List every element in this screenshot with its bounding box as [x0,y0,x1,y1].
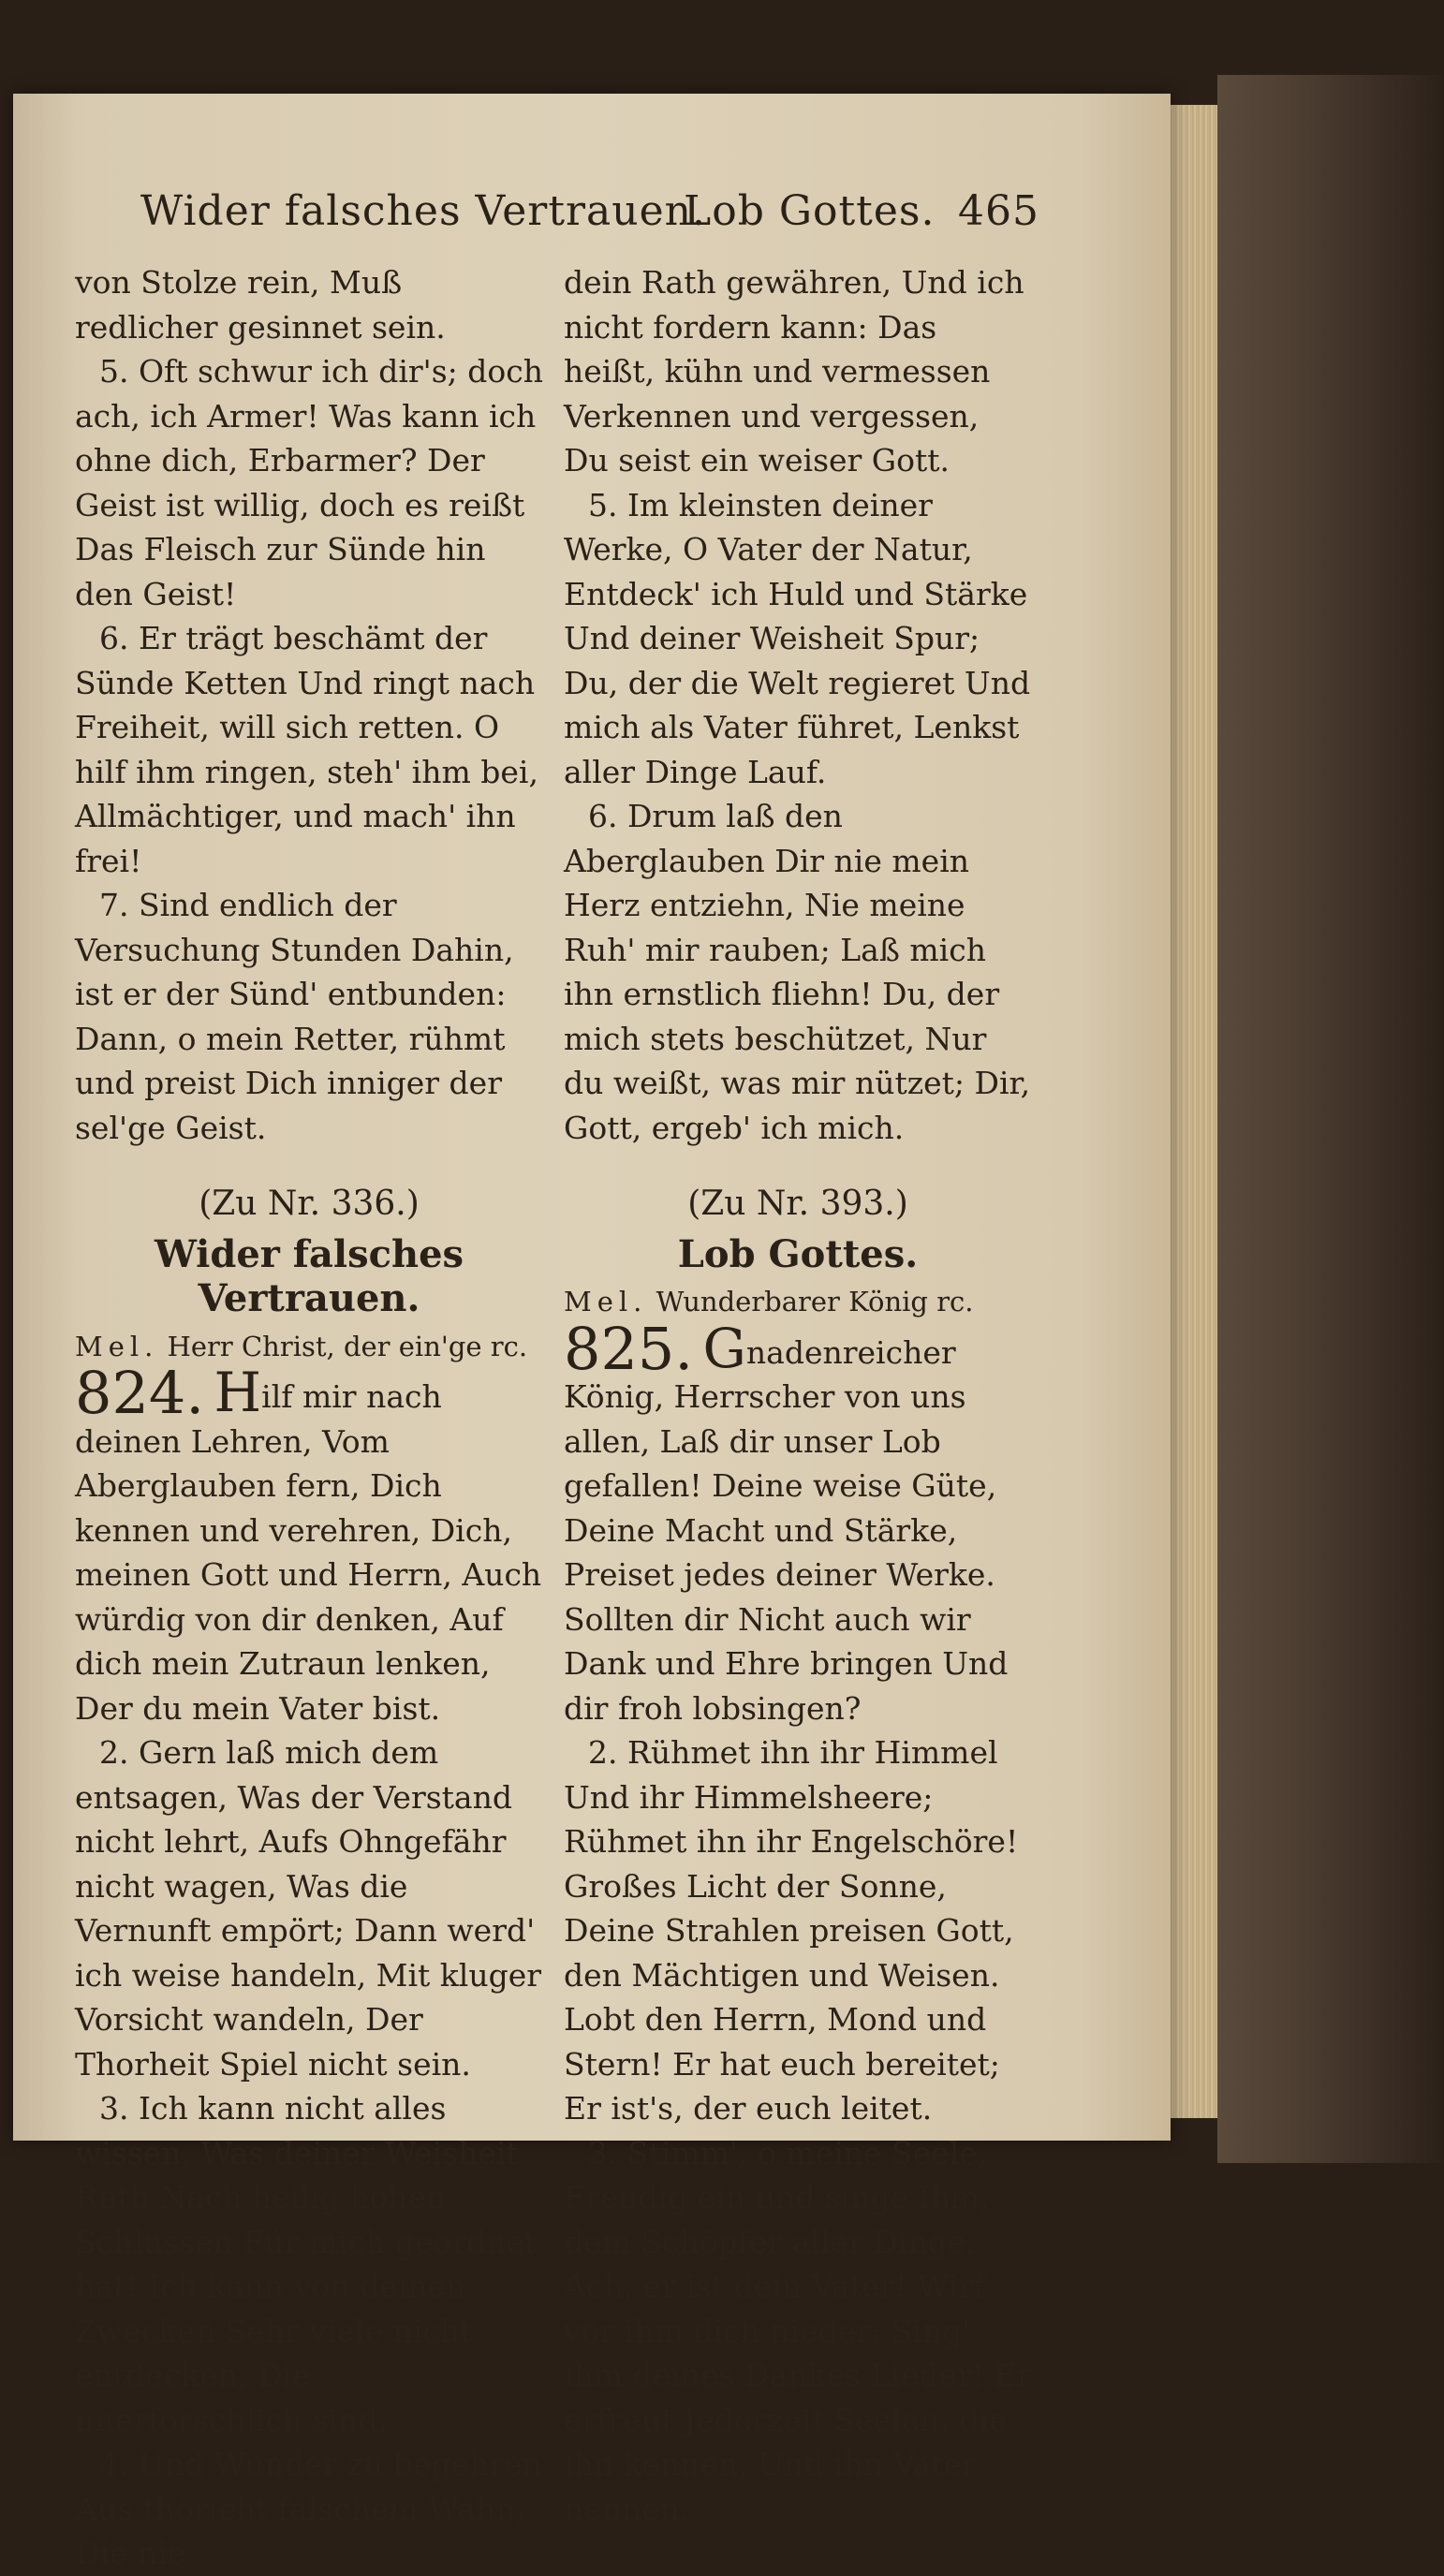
stanza: 5. Oft schwur ich dir's; doch ach, ich Armer! Was kann ich ohne dich, Erbarmer? Der Geist ist willig, doch es reißt Das Fleisch zur Sünde hin den Geist! [75,353,544,612]
drop-cap: H [214,1361,262,1424]
hymn-reference: (Zu Nr. 336.) [199,1185,420,1223]
hymn-title: Lob Gottes. [677,1231,919,1276]
melody-name: Herr Christ, der ein'ge rc. [167,1330,528,1362]
hymn-reference: (Zu Nr. 393.) [687,1185,908,1223]
stanza: 2. Gern laß mich dem entsagen, Was der Verstand nicht lehrt, Aufs Ohngefähr nicht wagen, Was die Vernunft empört; Dann werd' ich weise handeln, Mit kluger Vorsicht wandeln, Der Thorheit Spiel nicht sein. [75,1734,542,2083]
left-column [75,260,543,2576]
stanza: 6. Drum laß den Aberglauben Dir nie mein Herz entziehn, Nie meine Ruh' mir rauben; Laß mich ihn ernstlich fliehn! Du, der mich stets beschützet, Nur du weißt, was mir nützet; Dir, Gott, ergeb' ich mich. [564,798,1031,1146]
header-left-title: Wider falsches Vertrauen. [140,187,706,235]
hymn-first-stanza [75,1359,543,1730]
melody-label: Mel. [75,1330,159,1362]
melody-label: Mel. [564,1286,648,1317]
header-center-title: Lob Gottes. [684,187,936,235]
stanza: 2. Rühmet ihn ihr Himmel Und ihr Himmelsheere; Rühmet ihn ihr Engelschöre! Großes Licht der Sonne, Deine Strahlen preisen Gott, den Mächtigen und Weisen. Lobt den Herrn, Mond und Stern! Er hat euch bereitet; Er ist's, der euch leitet. [564,1734,1019,2127]
hymn-title: Wider falsches Vertrauen. [154,1231,464,1320]
hymn-first-stanza [564,1314,1032,1731]
stanza: 6. Er trägt beschämt der Sünde Ketten Und ringt nach Freiheit, will sich retten. O hilf ihm ringen, steh' ihm bei, Allmächtiger, und mach' ihn frei! [75,620,538,879]
first-stanza-text: ilf mir nach deinen Lehren, Vom Aberglauben fern, Dich kennen und verehren, Dich, meinen Gott und Herrn, Auch würdig von dir denken, Auf dich mein Zutraun lenken, Der du mein Vater bist. [75,1378,542,1727]
page-number: 465 [958,187,1039,235]
running-header [140,187,1039,253]
stanza: 4. Und Wunder zu begehren Aus thöricht falschem Wahn, Die nie [75,2446,542,2571]
hymn-number: 824. [75,1359,205,1427]
continuation-text: dein Rath gewähren, Und ich nicht fordern kann: Das heißt, kühn und vermessen Verkennen und vergessen, Du seist ein weiser Gott. [564,264,1024,478]
hymn-number: 825. [564,1314,694,1383]
first-stanza-text: nadenreicher König, Herrscher von uns allen, Laß dir unser Lob gefallen! Deine weise Güte, Deine Macht und Stärke, Preiset jedes deiner Werke. Sollten dir Nicht auch wir Dank und Ehre bringen Und dir froh lobsingen? [564,1333,1009,1727]
book-cover [1217,75,1442,2163]
right-column [564,260,1032,2531]
stanza: 7. Sind endlich der Versuchung Stunden Dahin, ist er der Sünd' entbunden: Dann, o mein Retter, rühmt und preist Dich inniger der sel'ge Geist. [75,887,514,1146]
stanza: 3. Ich kann nicht alles wissen, Was deiner Weisheit Rath Nach heilig hohen Schlüssen Für mich geordnet hat! Ich kann von deinen Zwecken Sehr viele nicht entdecken, Die unerforschlich sind. [75,2090,538,2438]
continuation-text: von Stolze rein, Muß redlicher gesinnet sein. [75,264,446,346]
stanza: 3. Stimm', o meine Seele, Freudig ein und singe Ihm, dem Schöpfer aller Dinge. Ach, er ist dein Vater! Wirf vor ihm dich nieder; Sing' ihm deines Dankes Lieder! Er erfreut Jederzeit Seelen, die ihn kennen, Und ihn Vater nennen. [564,2134,1032,2527]
melody-name: Wunderbarer König rc. [656,1286,974,1317]
stanza: 5. Im kleinsten deiner Werke, O Vater der Natur, Entdeck' ich Huld und Stärke Und deiner Weisheit Spur; Du, der die Welt regieret Und mich als Vater führet, Lenkst aller Dinge Lauf. [564,486,1031,790]
drop-cap: G [702,1316,746,1380]
page-edges [1169,105,1217,2118]
